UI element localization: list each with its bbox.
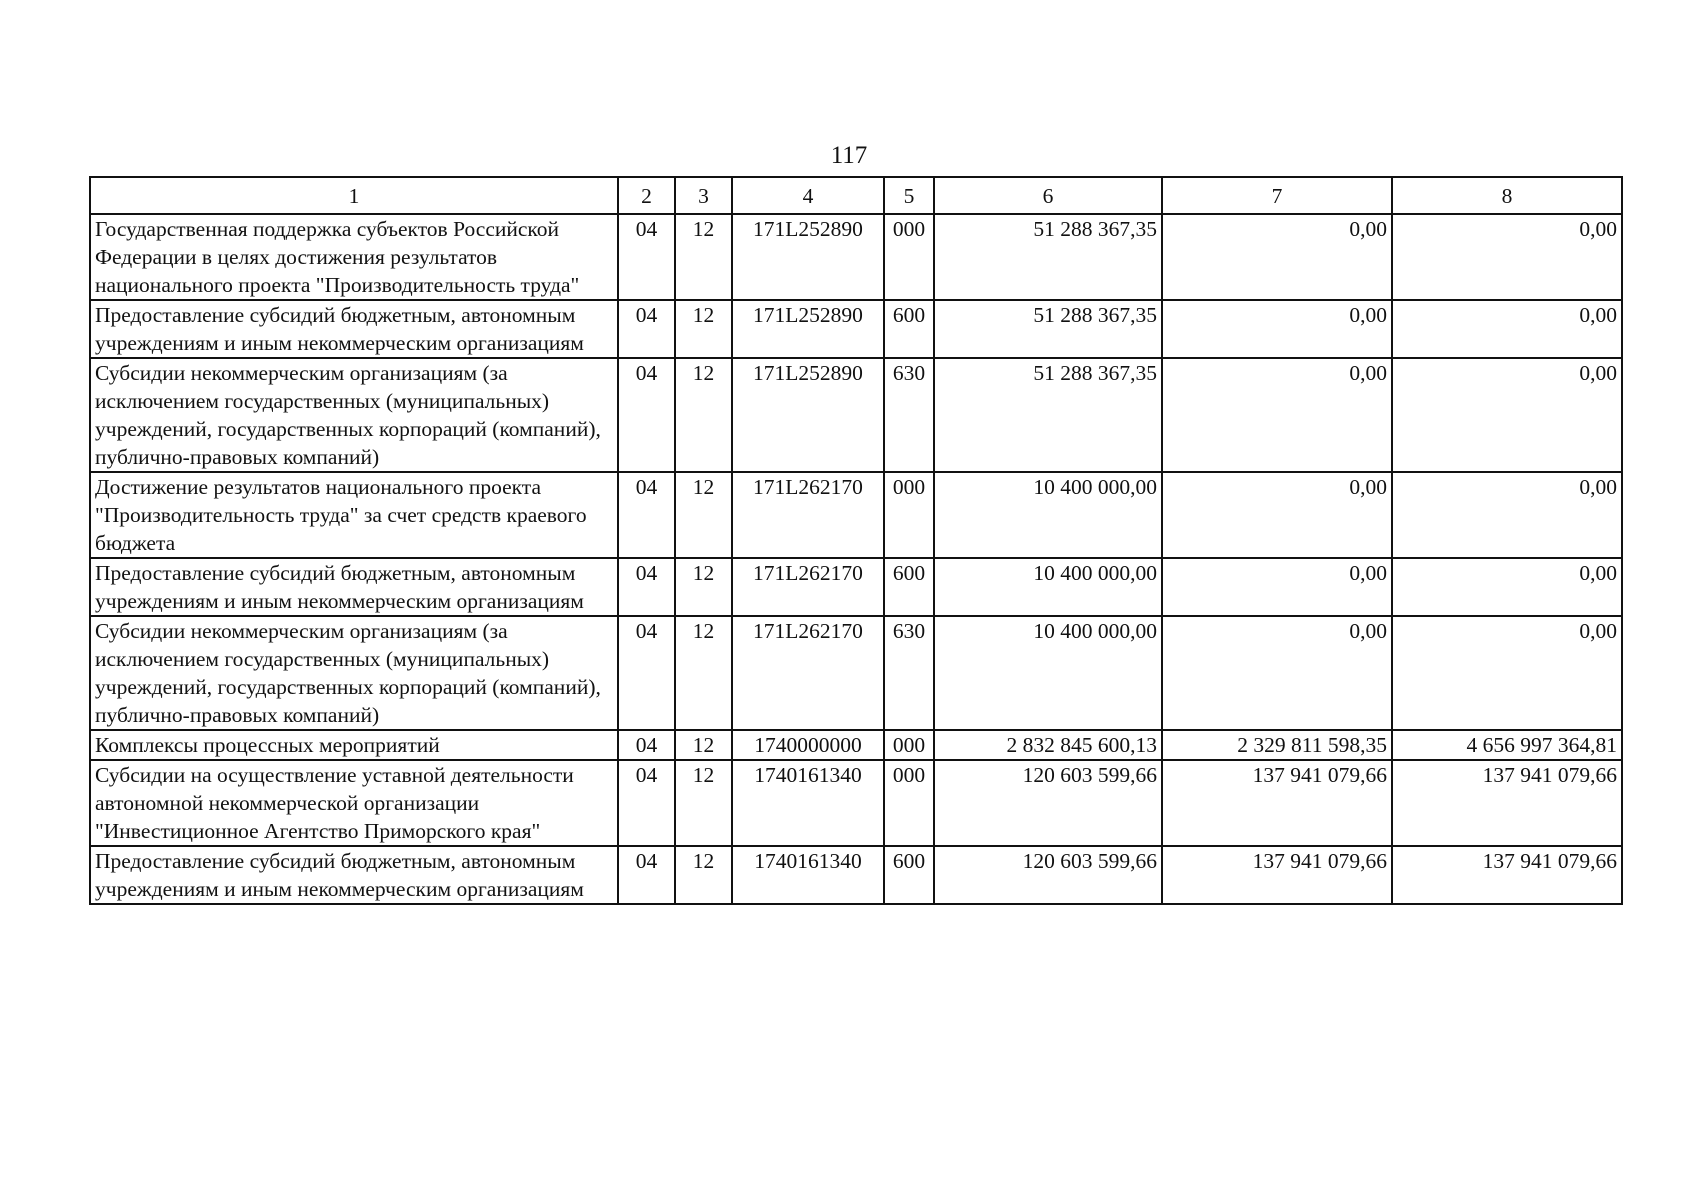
row-target-code: 171L262170: [732, 616, 884, 730]
table-row: [90, 214, 1622, 300]
row-expense-type: 600: [884, 558, 934, 616]
row-subsection: 12: [675, 300, 732, 358]
row-name: Предоставление субсидий бюджетным, автономным учреждениям и иным некоммерческим организациям: [90, 558, 618, 616]
row-section: 04: [618, 616, 675, 730]
row-section: 04: [618, 558, 675, 616]
row-section: 04: [618, 300, 675, 358]
row-subsection: 12: [675, 760, 732, 846]
row-section: 04: [618, 730, 675, 760]
row-amount-7: 137 941 079,66: [1162, 846, 1392, 904]
row-amount-7: 137 941 079,66: [1162, 760, 1392, 846]
row-target-code: 171L252890: [732, 300, 884, 358]
row-section: 04: [618, 760, 675, 846]
row-amount-8: 137 941 079,66: [1392, 846, 1622, 904]
row-amount-8: 0,00: [1392, 616, 1622, 730]
row-amount-6: 2 832 845 600,13: [934, 730, 1162, 760]
row-target-code: 171L262170: [732, 472, 884, 558]
row-target-code: 171L262170: [732, 558, 884, 616]
row-expense-type: 630: [884, 616, 934, 730]
row-amount-8: 0,00: [1392, 300, 1622, 358]
table-row: [90, 760, 1622, 846]
row-target-code: 171L252890: [732, 358, 884, 472]
row-amount-8: 0,00: [1392, 214, 1622, 300]
row-amount-6: 10 400 000,00: [934, 558, 1162, 616]
budget-table: [89, 176, 1623, 905]
table-row: [90, 616, 1622, 730]
row-subsection: 12: [675, 616, 732, 730]
row-expense-type: 000: [884, 472, 934, 558]
column-header-3: 3: [675, 177, 732, 214]
row-amount-7: 0,00: [1162, 616, 1392, 730]
column-header-7: 7: [1162, 177, 1392, 214]
table-row: [90, 846, 1622, 904]
row-subsection: 12: [675, 214, 732, 300]
column-header-5: 5: [884, 177, 934, 214]
row-amount-6: 51 288 367,35: [934, 214, 1162, 300]
row-amount-8: 4 656 997 364,81: [1392, 730, 1622, 760]
row-amount-6: 120 603 599,66: [934, 760, 1162, 846]
row-name: Комплексы процессных мероприятий: [90, 730, 618, 760]
row-section: 04: [618, 472, 675, 558]
row-name: Предоставление субсидий бюджетным, автономным учреждениям и иным некоммерческим организациям: [90, 846, 618, 904]
row-amount-6: 120 603 599,66: [934, 846, 1162, 904]
column-header-8: 8: [1392, 177, 1622, 214]
row-name: Субсидии некоммерческим организациям (за исключением государственных (муниципальных) учреждений, государственных корпораций (компаний), публично-правовых компаний): [90, 358, 618, 472]
row-subsection: 12: [675, 472, 732, 558]
row-target-code: 1740161340: [732, 760, 884, 846]
row-subsection: 12: [675, 730, 732, 760]
row-amount-6: 10 400 000,00: [934, 472, 1162, 558]
row-amount-8: 0,00: [1392, 358, 1622, 472]
column-header-1: 1: [90, 177, 618, 214]
row-amount-7: 0,00: [1162, 214, 1392, 300]
column-header-6: 6: [934, 177, 1162, 214]
table-row: [90, 558, 1622, 616]
row-expense-type: 630: [884, 358, 934, 472]
row-amount-6: 51 288 367,35: [934, 300, 1162, 358]
row-name: Субсидии некоммерческим организациям (за исключением государственных (муниципальных) учреждений, государственных корпораций (компаний), публично-правовых компаний): [90, 616, 618, 730]
row-amount-6: 10 400 000,00: [934, 616, 1162, 730]
row-target-code: 1740161340: [732, 846, 884, 904]
column-header-2: 2: [618, 177, 675, 214]
row-name: Достижение результатов национального проекта "Производительность труда" за счет средств краевого бюджета: [90, 472, 618, 558]
row-expense-type: 600: [884, 846, 934, 904]
row-subsection: 12: [675, 846, 732, 904]
table-row: [90, 472, 1622, 558]
row-section: 04: [618, 358, 675, 472]
row-amount-7: 0,00: [1162, 300, 1392, 358]
column-header-4: 4: [732, 177, 884, 214]
row-amount-8: 0,00: [1392, 472, 1622, 558]
row-expense-type: 000: [884, 730, 934, 760]
row-amount-7: 0,00: [1162, 558, 1392, 616]
row-amount-8: 0,00: [1392, 558, 1622, 616]
header-row: [90, 177, 1622, 214]
row-amount-6: 51 288 367,35: [934, 358, 1162, 472]
table-row: [90, 300, 1622, 358]
row-amount-7: 0,00: [1162, 358, 1392, 472]
row-section: 04: [618, 214, 675, 300]
table-row: [90, 358, 1622, 472]
row-subsection: 12: [675, 358, 732, 472]
row-target-code: 171L252890: [732, 214, 884, 300]
row-expense-type: 000: [884, 214, 934, 300]
row-section: 04: [618, 846, 675, 904]
row-expense-type: 600: [884, 300, 934, 358]
row-name: Субсидии на осуществление уставной деятельности автономной некоммерческой организации "Инвестиционное Агентство Приморского края": [90, 760, 618, 846]
row-name: Предоставление субсидий бюджетным, автономным учреждениям и иным некоммерческим организациям: [90, 300, 618, 358]
row-amount-7: 2 329 811 598,35: [1162, 730, 1392, 760]
row-name: Государственная поддержка субъектов Российской Федерации в целях достижения результатов национального проекта "Производительность труда": [90, 214, 618, 300]
row-target-code: 1740000000: [732, 730, 884, 760]
row-amount-8: 137 941 079,66: [1392, 760, 1622, 846]
page-number: 117: [830, 142, 868, 169]
row-expense-type: 000: [884, 760, 934, 846]
row-amount-7: 0,00: [1162, 472, 1392, 558]
row-subsection: 12: [675, 558, 732, 616]
table-row: [90, 730, 1622, 760]
